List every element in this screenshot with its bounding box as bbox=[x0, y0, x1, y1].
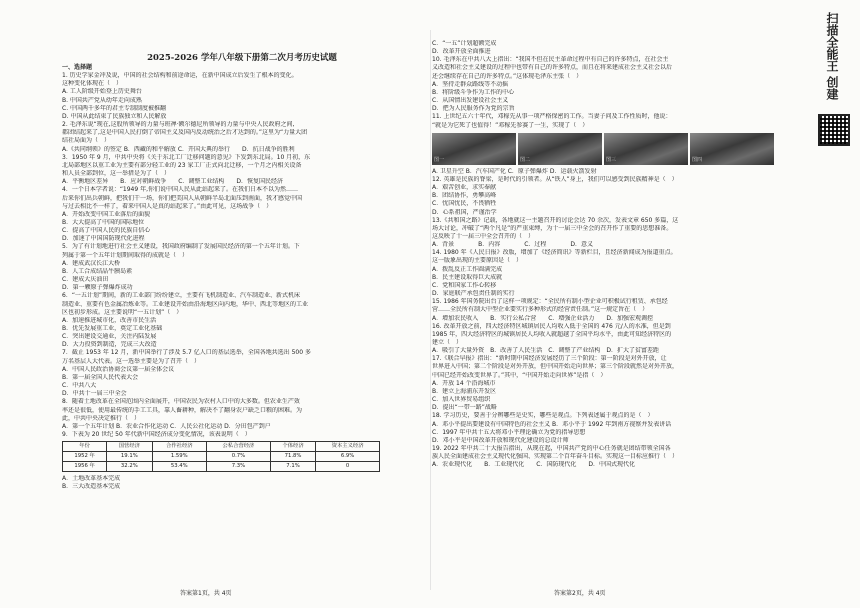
q10-option-d: D．把为人民服务作为党的宗旨 bbox=[432, 105, 515, 113]
q17-option-a: A．开放 14 个沿海城市 bbox=[432, 379, 496, 387]
q9-option-d: D．改革开放全面推进 bbox=[432, 48, 491, 56]
question-17-line-3: 中国已经开始改变世界了。”其中，“中国开始走向世界”是指（ ） bbox=[432, 371, 607, 379]
q14-option-b: B．民主建设取得巨大成就 bbox=[432, 273, 503, 281]
page-two-footer: 答案第2页，共 4页 bbox=[554, 590, 606, 597]
question-17-line-2: 世界进入中国；第二个阶段是对外开放，但中国开始走向世界；第三个阶段就然是对外开放， bbox=[432, 363, 679, 371]
question-10-line-1: 10. 毛泽东在中共八大上指出：“我国不但在民主革命过程中有自己的许多特点，在社会主 bbox=[432, 56, 669, 64]
question-1-line-1: 1. 历史学家金冲及说，中国的社会结构和前途命运，在新中国成立后发生了根本的变化。 bbox=[62, 72, 298, 80]
q1-option-c: C. 中国两千多年的君主专制制度被推翻 bbox=[62, 104, 167, 112]
q4-option-c: C．提高了中国人民的民族自信心 bbox=[62, 227, 151, 235]
q7-option-d: D．中共十一届三中全会 bbox=[62, 390, 127, 398]
table-cell: 53.4% bbox=[152, 462, 207, 472]
question-16-line-1: 16. 改革开放之前，四大经济特区城镇居民人均收入低于全国的 476 元/人的水准，但是到 bbox=[432, 322, 671, 330]
photo-strip bbox=[432, 133, 802, 165]
q4-option-a: A．开始改变中国工业落后的面貌 bbox=[62, 210, 151, 218]
photo-caption: 图四 bbox=[692, 156, 703, 163]
question-18: 18. 学习历史，要善于分辨哪些是史实，哪些是观点。下列表述属于观点的是（ ） bbox=[432, 412, 654, 420]
question-4-line-2: 后来你们出兵朝鲜，把我们干一场，你们把美国人从朝鲜半岛北面压到南面，我才感觉中国 bbox=[62, 194, 303, 202]
question-1-line-2: 这种变化体现在（ ） bbox=[62, 80, 123, 88]
photo-image bbox=[604, 133, 688, 165]
q17-option-c: C．加入世界贸易组织 bbox=[432, 396, 491, 404]
q4-option-b: B．大大提高了中国的国际地位 bbox=[62, 218, 145, 226]
table-header-row bbox=[63, 442, 380, 452]
photo-image bbox=[690, 133, 774, 165]
q12-option-b: B．团结协作，勇攀高峰 bbox=[432, 192, 497, 200]
q10-option-c: C．从国情出发建设社会主义 bbox=[432, 97, 509, 105]
question-8-line-3: 此，中共中央决定推行（ ） bbox=[62, 414, 141, 422]
photo-caption: 图三 bbox=[606, 156, 617, 163]
question-10-line-3: 还会继续存在自己的许多特点。”这体现毛泽东主张（ ） bbox=[432, 72, 583, 80]
question-13-line-1: 13.《共和国之路》记载，各地就这一主题召开的讨论会达 70 余次，发表文章 650 多篇，这 bbox=[432, 216, 679, 224]
q1-option-b: B. 中国共产党从幼年走向成熟 bbox=[62, 96, 142, 104]
question-2-line-3: 结社局面为（ ） bbox=[62, 137, 111, 145]
q5-option-a: A．建成武汉长江大桥 bbox=[62, 259, 121, 267]
question-12: 12. 英雄是民族的脊梁，是时代的引领者。从“铁人”身上，我们可以感受到民族精神是（ ） bbox=[432, 175, 678, 183]
photo-image bbox=[518, 133, 602, 165]
q6-option-d: D．大力投资到制造，完成三大改造 bbox=[62, 341, 157, 349]
question-6-line-1: 6．“一五计划”期间，新的工业部门纷纷建立，主要有飞机制造业、汽车制造业、新式机床 bbox=[62, 292, 301, 300]
economy-table bbox=[62, 441, 380, 472]
table-cell: 71.8% bbox=[270, 452, 315, 462]
question-8-line-2: 率还是很低，使用最传统的手工工具，靠人畜耕种，解决不了翻身农户缺乏口粮的困难。为 bbox=[62, 406, 303, 414]
q1-option-d: D. 中国从此结束了民族独立和人民解放 bbox=[62, 112, 167, 120]
page-one-column bbox=[62, 64, 428, 492]
q7-option-b: B．第一届全国人民代表大会 bbox=[62, 373, 139, 381]
q2-options: A.《共同纲领》的签定 B．西藏的和平解放 C．开国大典的举行 D．抗日战争的胜利 bbox=[62, 145, 295, 153]
table-header-cell: 公私合营经济 bbox=[207, 442, 271, 452]
question-17-line-1: 17.《联合早报》指出：“新时期中国经济发展经历了三个阶段：第一阶段是对外开放，让 bbox=[432, 355, 667, 363]
table-cell: 0 bbox=[316, 462, 380, 472]
q7-option-a: A．中国人民政治协商会议第一届全体会议 bbox=[62, 365, 175, 373]
q14-option-d: D．家庭联产承包责任制的实行 bbox=[432, 290, 515, 298]
table-cell: 6.9% bbox=[316, 452, 380, 462]
question-5-line-2: 列属于第一个五年计划期间取得的成就是（ ） bbox=[62, 251, 189, 259]
q17-option-d: D．提出“一带一路”战略 bbox=[432, 404, 497, 412]
qr-code-icon bbox=[818, 114, 850, 146]
exam-title: 2025-2026 学年八年级下册第二次月考历史试题 bbox=[147, 53, 337, 63]
table-cell: 1952 年 bbox=[63, 452, 107, 462]
q5-option-d: D．第一颗原子弹爆炸成功 bbox=[62, 284, 133, 292]
scanner-brand: 扫描全能王 创建 bbox=[825, 12, 839, 101]
q12-option-a: A．艰苦创业，求实奉献 bbox=[432, 184, 497, 192]
question-19-line-2: 族人民全面建成社会主义现代化强国、实现第二个百年奋斗目标。实现这一目标应推行（ ） bbox=[432, 453, 679, 461]
q12-option-d: D．心系祖国，严谨治学 bbox=[432, 208, 497, 216]
question-10-line-2: 义改造和社会主义建设的过程中也带有自己的许多特点，而且在将来建成社会主义社会以后 bbox=[432, 64, 673, 72]
question-8-line-1: 8．随着土地改革在全国范围内全面展开，中国农民为农村人口中的大多数。但农业生产效 bbox=[62, 398, 300, 406]
q17-option-b: B．建立上海浦东开发区 bbox=[432, 387, 497, 395]
question-9: 9．下表为 20 世纪 50 年代新中国经济成分变化情况，该表说明（ ） bbox=[62, 431, 251, 439]
q5-option-b: B．人工合成结晶牛胰岛素 bbox=[62, 267, 133, 275]
q14-option-c: C．党和国家工作心转移 bbox=[432, 281, 497, 289]
q19-options: A．农业现代化 B．工业现代化 C．国防现代化 D．中国式现代化 bbox=[432, 461, 636, 469]
table-cell: 1.59% bbox=[152, 452, 207, 462]
table-cell: 1956 年 bbox=[63, 462, 107, 472]
q11-options: A. 卫星升空 B．汽车国产化 C．原子弹爆炸 D．运载火箭发射 bbox=[432, 167, 597, 175]
question-11-line-1: 11. 上世纪五六十年代，邓稼先从事一项严格保密的工作。当妻子问及工作性质时，他说： bbox=[432, 113, 672, 121]
question-2-line-1: 2. 毛泽东说“现在,这股所领导的力量与班禅·额尔德尼所领导的力量与中央人民政府之间, bbox=[62, 121, 295, 129]
table-cell: 32.2% bbox=[107, 462, 152, 472]
question-15-line-1: 15. 1986 年国务院出台了这样一项规定：“全民所有制小型企业可积极试行租赁、承包经 bbox=[432, 298, 668, 306]
q18-option-c: C．1997 年中共十五大将邓小平理论确立为党的指导思想 bbox=[432, 428, 586, 436]
table-row bbox=[63, 462, 380, 472]
question-3-line-3: 和人员全部到位，这一举措是为了（ ） bbox=[62, 170, 171, 178]
q6-option-c: C．突出建设交通业，关注内陆发展 bbox=[62, 333, 157, 341]
photo-caption: 图二 bbox=[520, 156, 531, 163]
question-7-line-1: 7．截止 1953 年 12 月，新中国举行了涉及 5.7 亿人口的基层选举，全国各地共选出 500 多 bbox=[62, 349, 311, 357]
q15-options: A．增加农民收入 B．实行公私合营 C．增强企业活力 D．加强宏观调控 bbox=[432, 314, 654, 322]
q10-option-b: B．将阶级斗争作为工作的中心 bbox=[432, 88, 515, 96]
question-7-line-2: 万名基层人大代表。这一选举主要是为了召开（ ） bbox=[62, 357, 201, 365]
question-13-line-3: 这反映了十一届三中全会召开的（ ） bbox=[432, 232, 535, 240]
q8-options: A．第一个五年计划 B．农业合作化运动 C．人民公社化运动 D．分田包产到户 bbox=[62, 422, 271, 430]
table-header-cell: 资本主义经济 bbox=[316, 442, 380, 452]
question-6-line-2: 制造业、重要有色金属冶炼业等。工业建设开始由沿海地区向内地，华中、西北等地区的工业 bbox=[62, 300, 309, 308]
question-3-line-2: 北局部地区以重工业为主要有部分轻工业的 23 家工厂正式向北迁移，一个月之内相关设备 bbox=[62, 161, 302, 169]
question-3-line-1: 3．1950 年 9 月，中共中央将《关于东北工厂迁移问题的意见》下发到东北局。10 月初，东 bbox=[62, 153, 311, 161]
q6-option-b: B．优先发展重工业，奠定工业化基础 bbox=[62, 325, 163, 332]
q5-option-c: C．建成大庆油田 bbox=[62, 276, 109, 284]
q13-options: A．背景 B．内容 C．过程 D．意义 bbox=[432, 241, 594, 249]
question-2-line-2: 都团结起来了,这是中国人民打倒了帝国主义及国内反动统治之后才达到的。”这里为“力量大团 bbox=[62, 129, 308, 137]
table-header-cell: 年份 bbox=[63, 442, 107, 452]
question-6-line-3: 区也初步形成。这主要说明“一五计划”（ ） bbox=[62, 308, 183, 316]
q4-option-d: D．加速了中国国防现代化进程 bbox=[62, 235, 145, 243]
q12-option-c: C．忧国忧民，不畏牺牲 bbox=[432, 200, 497, 208]
question-14-line-2: 这一版象出现的主要原因是（ ） bbox=[432, 257, 523, 265]
question-14-line-1: 14. 1980 年《人民日报》改版，增加了《经济简讯》等新栏目，且经济新闻成为报道重点。 bbox=[432, 249, 677, 257]
question-16-line-2: 1985 年，四大经济特区的城镇居民人均收入就超越了全国平均水平，由此可知经济特区的 bbox=[432, 330, 672, 338]
question-4-line-3: 与过去相比不一样了，着来中国人是真的站起来了。”由此可见，这场战争（ ） bbox=[62, 202, 273, 210]
q6-option-a: A．加速推进城市化，改善市民生活 bbox=[62, 316, 157, 324]
q7-option-c: C．中共八大 bbox=[62, 382, 97, 390]
q18-option-d: D．邓小平是中国改革开放和现代化建设的总设计师 bbox=[432, 436, 569, 444]
q14-option-a: A．拨乱反正工作圆满完成 bbox=[432, 265, 503, 273]
question-4-line-1: 4．一个日本学者说：“1949 年,你们说中国人民从此站起来了。在我们日本不以为然…… bbox=[62, 186, 299, 194]
table-header-cell: 国营经济 bbox=[107, 442, 152, 452]
table-header-cell: 个体经济 bbox=[270, 442, 315, 452]
q9-option-a: A．土地改革基本完成 bbox=[62, 475, 121, 483]
table-cell: 0.7% bbox=[207, 452, 271, 462]
table-cell: 7.1% bbox=[270, 462, 315, 472]
table-header-cell: 合作社经济 bbox=[152, 442, 207, 452]
photo-image bbox=[432, 133, 516, 165]
section-heading: 一、选择题 bbox=[62, 64, 93, 71]
question-11-line-2: “就是为它死了也值得！”邓稼先参赛了一生，实现了（ ） bbox=[432, 121, 589, 129]
table-cell: 19.1% bbox=[107, 452, 152, 462]
q18-option-ab: A．邓小平提出要建设有中国特色的社会主义 B．邓小平于 1992 年到南方视察并发表讲话 bbox=[432, 420, 672, 428]
page-two bbox=[430, 0, 860, 608]
question-15-line-2: 营……全民所有制大中型企业要实行多种形式的经营责任制。”这一规定旨在（ ） bbox=[432, 306, 649, 314]
question-16-line-3: 建立（ ） bbox=[432, 339, 463, 346]
page-one-footer: 答案第1页，共 4页 bbox=[180, 590, 232, 597]
q9-option-c: C．“一五”计划超额完成 bbox=[432, 40, 497, 47]
photo-caption: 图一 bbox=[434, 156, 445, 163]
q10-option-a: A．坚持走群众路线等不动摇 bbox=[432, 80, 509, 88]
table-cell: 7.3% bbox=[207, 462, 271, 472]
question-19-line-1: 19. 2022 年中共二十大报告指出，从现在起，中国共产党的中心任务就是团结带领全国各 bbox=[432, 445, 671, 453]
question-13-line-2: 场大讨论，冲破了“两个凡是”的严重束缚，为十一届三中全会的召开作了重要的思想准备。 bbox=[432, 224, 673, 232]
table-row bbox=[63, 452, 380, 462]
scanner-watermark bbox=[812, 12, 852, 182]
page-two-column bbox=[432, 40, 802, 470]
q3-options: A．平衡地区差异 B．应对朝鲜战争 C．调整工业结构 D．恢复国民经济 bbox=[62, 178, 284, 186]
q16-options: A．吸引了大量外资 B．改善了人民生活 C．调整了产业结构 D．扩大了贫富差距 bbox=[432, 347, 660, 355]
question-5-line-1: 5．为了有计划地进行社会主义建设，我国政府编制了发展国民经济的第一个五年计划。下 bbox=[62, 243, 300, 251]
q9-option-b: B．三大改造基本完成 bbox=[62, 483, 121, 491]
q1-option-a: A. 工人阶级开始登上历史舞台 bbox=[62, 88, 142, 96]
